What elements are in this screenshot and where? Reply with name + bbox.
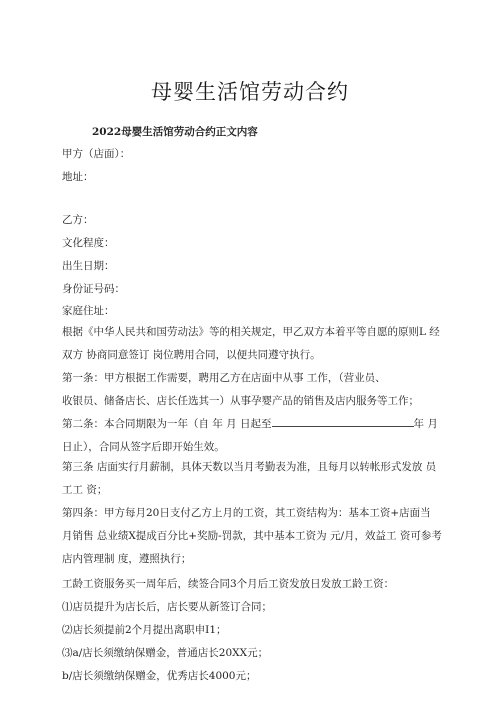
party-b-label: 乙方： [62,214,94,226]
date-blank-line [272,417,414,427]
list-item-1: ⑴店员提升为店长后，店长要从新签订合同； [62,601,272,613]
article-2-end: 年 月 [413,418,438,430]
home-address-label: 家庭住址： [62,305,115,317]
party-a-label: 甲方（店面）： [62,148,131,160]
article-1-line-1: 第一条：甲方根据工作需要，聘用乙方在店面中从事 工作，（营业员、 [62,372,386,384]
list-item-3: ⑶a/店长须缴纳保赠金，普通店长20XX元； [62,647,269,659]
article-2-line-2: 日止），合同从签字后即开始生效。 [62,441,225,453]
article-1-line-2: 收银员、储备店长、店长任选其一）从事孕婴产品的销售及店内服务等工作； [62,395,419,407]
article-4-paragraph: 第四条：甲方每月20日支付乙方上月的工资，其工资结构为：基本工资+店面当 月销售 总业绩X提成百分比+奖励-罚款，其中基本工资为 元/月，效益工 资可参考店内管理制 度，遵照执行； [62,507,442,565]
list-item-2: ⑵店长须提前2个月提出离职申I1； [62,624,227,636]
article-3-paragraph: 第三条 店面实行月薪制，具体天数以当月考勤表为准，且每月以转帐形式发放 员工工 资； [62,461,437,496]
article-2-line-1 [62,416,438,431]
article-2-start: 第二条：本合同期限为一年（自 年 月 日起至 [62,418,272,430]
address-a-label: 地址： [62,171,94,183]
id-number-label: 身份证号码： [62,283,125,295]
seniority-wage-text: 工龄工资服务买一周年后，续签合同3个月后工资发放日发放工龄工资： [62,578,395,590]
intro-paragraph: 根据《中华人民共和国劳动法》等的相关规定，甲乙双方本着平等自愿的原则L 经双方 协商同意签订 岗位聘用合同，以便共同遵守执行。 [62,326,440,361]
birth-date-label: 出生日期： [62,260,115,272]
contract-subtitle: 2022母婴生活馆劳动合约正文内容 [92,126,258,138]
education-label: 文化程度： [62,237,115,249]
list-item-4: b/店长须缴纳保赠金，优秀店长4000元； [62,670,257,682]
document-title: 母婴生活馆劳动合约 [151,80,349,104]
